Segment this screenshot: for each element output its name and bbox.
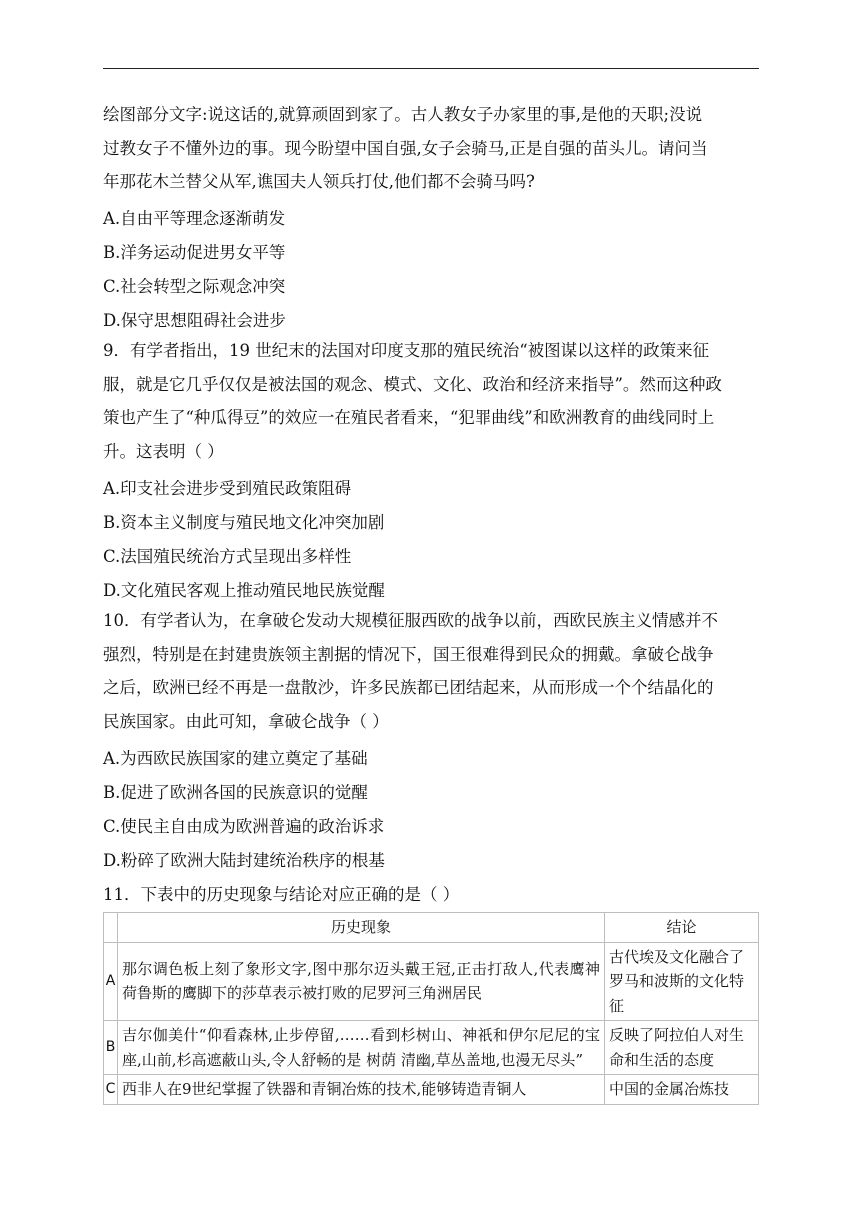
text-line: 9．有学者指出，19 世纪末的法国对印度支那的殖民统治“被图谋以这样的政策来征 (103, 341, 710, 360)
option-a[interactable]: A.印支社会进步受到殖民政策阻碍 (103, 479, 352, 498)
option-c[interactable]: C.使民主自由成为欧洲普遍的政治诉求 (103, 817, 385, 836)
table-header-cell: 历史现象 (118, 913, 605, 943)
option-b[interactable]: B.洋务运动促进男女平等 (103, 243, 286, 262)
text-line: 升。这表明（ ） (103, 441, 224, 461)
conclusion-cell: 反映了阿拉伯人对生命和生活的态度 (605, 1021, 759, 1075)
row-key: A (104, 942, 118, 1021)
option-d[interactable]: D.保守思想阻碍社会进步 (103, 311, 286, 330)
conclusion-cell: 古代埃及文化融合了罗马和波斯的文化特征 (605, 942, 759, 1021)
text-line: 年那花木兰替父从军,谯国夫人领兵打仗,他们都不会骑马吗? (103, 172, 535, 192)
text-line: 过教女子不懂外边的事。现今盼望中国自强,女子会骑马,正是自强的苗头儿。请问当 (103, 138, 708, 158)
table-row (104, 1075, 759, 1105)
row-key: C (104, 1075, 118, 1105)
header-rule (103, 68, 759, 69)
option-b[interactable]: B.资本主义制度与殖民地文化冲突加剧 (103, 513, 385, 532)
text-line: 10．有学者认为，在拿破仑发动大规模征服西欧的战争以前，西欧民族主义情感并不 (103, 611, 718, 630)
table-row (104, 942, 759, 1021)
option-a[interactable]: A.自由平等理念逐渐萌发 (103, 209, 286, 228)
text-line: 服，就是它几乎仅仅是被法国的观念、模式、文化、政治和经济来指导”。然而这种政 (103, 374, 722, 394)
option-d[interactable]: D.粉碎了欧洲大陆封建统治秩序的根基 (103, 851, 385, 870)
text-line: 策也产生了“种瓜得豆”的效应一在殖民者看来，“犯罪曲线”和欧洲教育的曲线同时上 (103, 408, 715, 428)
conclusion-cell: 中国的金属冶炼技 (605, 1075, 759, 1105)
question-8-text (103, 98, 759, 199)
text-line: 绘图部分文字:说这话的,就算顽固到家了。古人教女子办家里的事,是他的天职;没说 (103, 105, 703, 124)
question-10-text (103, 604, 759, 738)
table-row (104, 1021, 759, 1075)
row-key: B (104, 1021, 118, 1075)
option-a[interactable]: A.为西欧民族国家的建立奠定了基础 (103, 749, 368, 768)
text-line: 之后，欧洲已经不再是一盘散沙，许多民族都已团结起来，从而形成一个个结晶化的 (103, 678, 714, 698)
option-c[interactable]: C.社会转型之际观念冲突 (103, 277, 286, 296)
table-header-cell: 结论 (605, 913, 759, 943)
question-9-text (103, 334, 759, 468)
phenomenon-cell: 吉尔伽美什“仰看森林,止步停留,……看到杉树山、神祇和伊尔尼尼的宝座,山前,杉高遮蔽山头,令人舒畅的是 树荫 清幽,草丛盖地,也漫无尽头” (118, 1021, 605, 1075)
table-header-row (104, 913, 759, 943)
table-header-cell (104, 913, 118, 943)
text-line: 民族国家。由此可知，拿破仑战争（ ） (103, 711, 389, 731)
phenomenon-cell: 那尔调色板上刻了象形文字,图中那尔迈头戴王冠,正击打敌人,代表鹰神荷鲁斯的鹰脚下的莎草表示被打败的尼罗河三角洲居民 (118, 942, 605, 1021)
text-line: 强烈，特别是在封建贵族领主割据的情况下，国王很难得到民众的拥戴。拿破仑战争 (103, 644, 714, 664)
comparison-table (103, 912, 759, 1105)
phenomenon-cell: 西非人在9世纪掌握了铁器和青铜冶炼的技术,能够铸造青铜人 (118, 1075, 605, 1105)
question-11-stem: 11．下表中的历史现象与结论对应正确的是（ ） (103, 885, 460, 904)
option-b[interactable]: B.促进了欧洲各国的民族意识的觉醒 (103, 783, 368, 802)
option-c[interactable]: C.法国殖民统治方式呈现出多样性 (103, 547, 352, 566)
option-d[interactable]: D.文化殖民客观上推动殖民地民族觉醒 (103, 581, 385, 600)
